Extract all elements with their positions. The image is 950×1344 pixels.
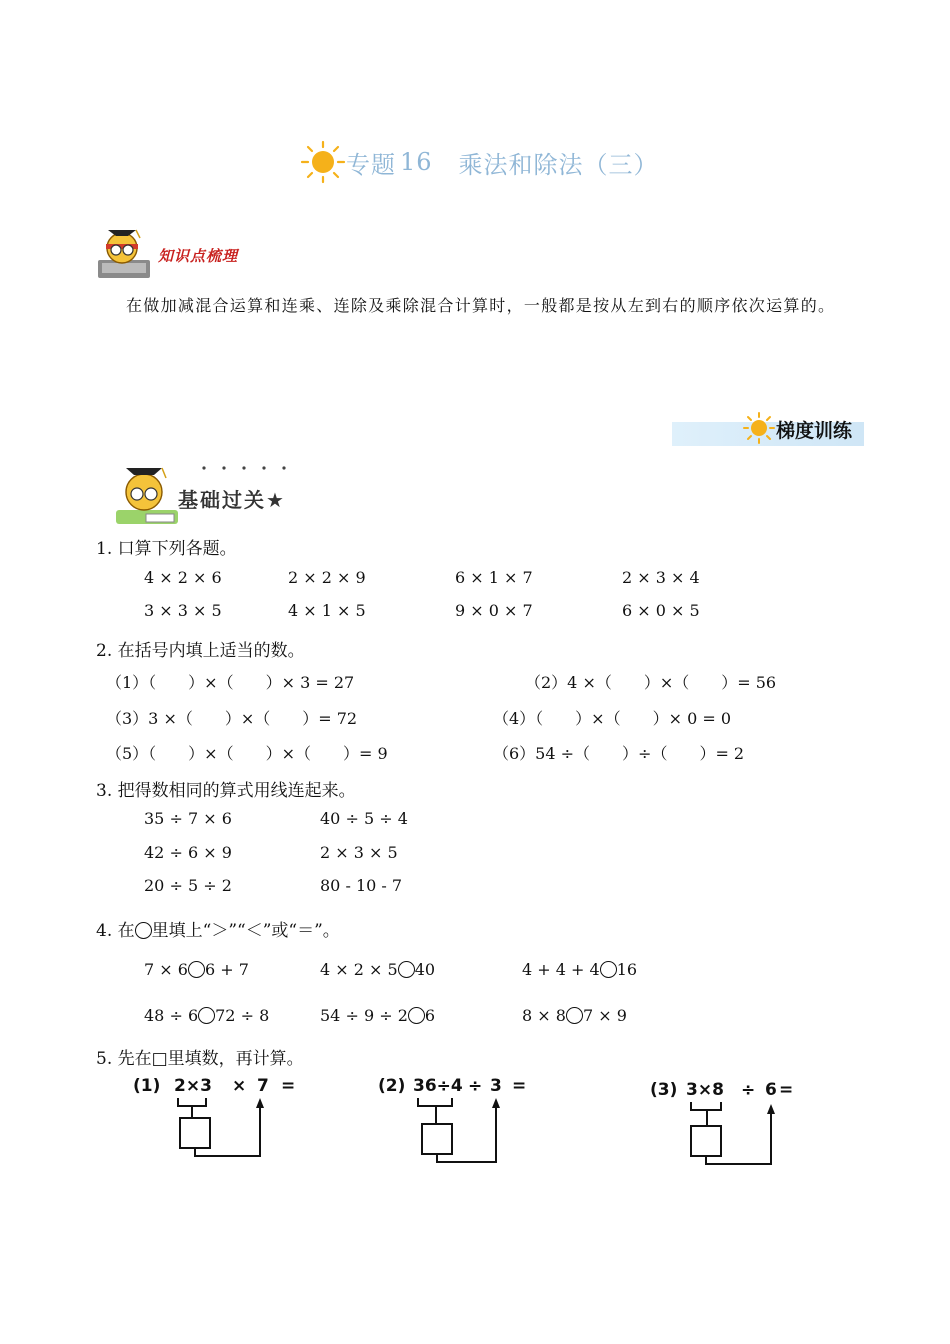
q2-title: 2. 在括号内填上适当的数。 [96, 641, 305, 661]
title-topic: 专题 [346, 150, 396, 179]
q4-title [96, 916, 340, 941]
q2-item: （3）3 ×（ ）×（ ）= 72 [106, 709, 358, 728]
page-title [300, 140, 659, 184]
compare-circle[interactable] [600, 961, 617, 978]
level-label: 基础过关★ [178, 488, 286, 512]
q4-title-post: 里填上“＞”“＜”或“＝”。 [151, 921, 340, 941]
q3-right-item: 40 ÷ 5 ÷ 4 [320, 809, 408, 828]
q3-left-item: 35 ÷ 7 × 6 [144, 809, 232, 828]
q2-item: （2）4 ×（ ）×（ ）= 56 [525, 673, 777, 692]
knowledge-banner-label: 知识点梳理 [158, 247, 239, 265]
q4-item: 4 + 4 + 4 16 [522, 960, 638, 979]
q4-title-pre: 4. 在 [96, 921, 135, 941]
sun-icon [300, 140, 346, 184]
answer-box[interactable] [422, 1124, 452, 1154]
q5-eq: = [281, 1076, 296, 1096]
compare-circle[interactable] [566, 1007, 583, 1024]
q1-item: 4 × 1 × 5 [288, 601, 366, 620]
q5-num: 3 [490, 1076, 502, 1096]
q2-item: （5）（ ）×（ ）×（ ）= 9 [106, 744, 388, 763]
title-number: 16 [400, 148, 433, 176]
q2-item: （1）（ ）×（ ）× 3 = 27 [106, 673, 355, 692]
compare-circle[interactable] [408, 1007, 425, 1024]
q5-title: 5. 先在□里填数，再计算。 [96, 1049, 304, 1069]
compare-circle[interactable] [198, 1007, 215, 1024]
compare-circle[interactable] [398, 961, 415, 978]
answer-box[interactable] [691, 1126, 721, 1156]
sun-icon [742, 412, 776, 444]
q5-expr: 36÷4 [413, 1076, 463, 1096]
q1-item: 4 × 2 × 6 [144, 568, 222, 587]
q5-num: 7 [257, 1076, 269, 1096]
q5-diagram [685, 1098, 785, 1168]
q5-label: (2) [378, 1076, 406, 1096]
q4-item: 54 ÷ 9 ÷ 2 6 [320, 1006, 436, 1025]
q4-item: 8 × 8 7 × 9 [522, 1006, 627, 1025]
q2-item: （6）54 ÷（ ）÷（ ）= 2 [493, 744, 745, 763]
compare-circle[interactable] [188, 961, 205, 978]
q5-op: × [232, 1076, 247, 1096]
q5-op: ÷ [741, 1080, 756, 1100]
section-label: 梯度训练 [776, 420, 853, 442]
q1-item: 2 × 3 × 4 [622, 568, 700, 587]
q5-expr: 2×3 [174, 1076, 212, 1096]
q5-eq: = [779, 1080, 794, 1100]
q3-left-item: 20 ÷ 5 ÷ 2 [144, 876, 232, 895]
q5-op: ÷ [468, 1076, 483, 1096]
q1-title: 1. 口算下列各题。 [96, 539, 237, 559]
knowledge-paragraph: 在做加减混合运算和连乘、连除及乘除混合计算时，一般都是按从左到右的顺序依次运算的。 [126, 296, 836, 315]
circle-blank-icon [135, 922, 152, 939]
q1-item: 2 × 2 × 9 [288, 568, 366, 587]
q5-expr: 3×8 [686, 1080, 724, 1100]
q5-label: (3) [650, 1080, 678, 1100]
q5-diagram [412, 1094, 512, 1166]
q4-item: 48 ÷ 6 72 ÷ 8 [144, 1006, 270, 1025]
q3-right-item: 2 × 3 × 5 [320, 843, 398, 862]
q1-item: 6 × 1 × 7 [455, 568, 533, 587]
q3-right-item: 80 - 10 - 7 [320, 876, 403, 895]
q1-item: 9 × 0 × 7 [455, 601, 533, 620]
answer-box[interactable] [180, 1118, 210, 1148]
q2-item: （4）（ ）×（ ）× 0 = 0 [493, 709, 732, 728]
q5-eq: = [512, 1076, 527, 1096]
title-text: 乘法和除法（三） [458, 150, 659, 179]
q5-diagram [170, 1094, 270, 1160]
q3-left-item: 42 ÷ 6 × 9 [144, 843, 232, 862]
q1-item: 6 × 0 × 5 [622, 601, 700, 620]
q1-item: 3 × 3 × 5 [144, 601, 222, 620]
q4-item: 7 × 6 6 + 7 [144, 960, 249, 979]
q4-item: 4 × 2 × 5 40 [320, 960, 436, 979]
q5-num: 6 [765, 1080, 777, 1100]
q5-label: (1) [133, 1076, 161, 1096]
q3-title: 3. 把得数相同的算式用线连起来。 [96, 781, 356, 801]
